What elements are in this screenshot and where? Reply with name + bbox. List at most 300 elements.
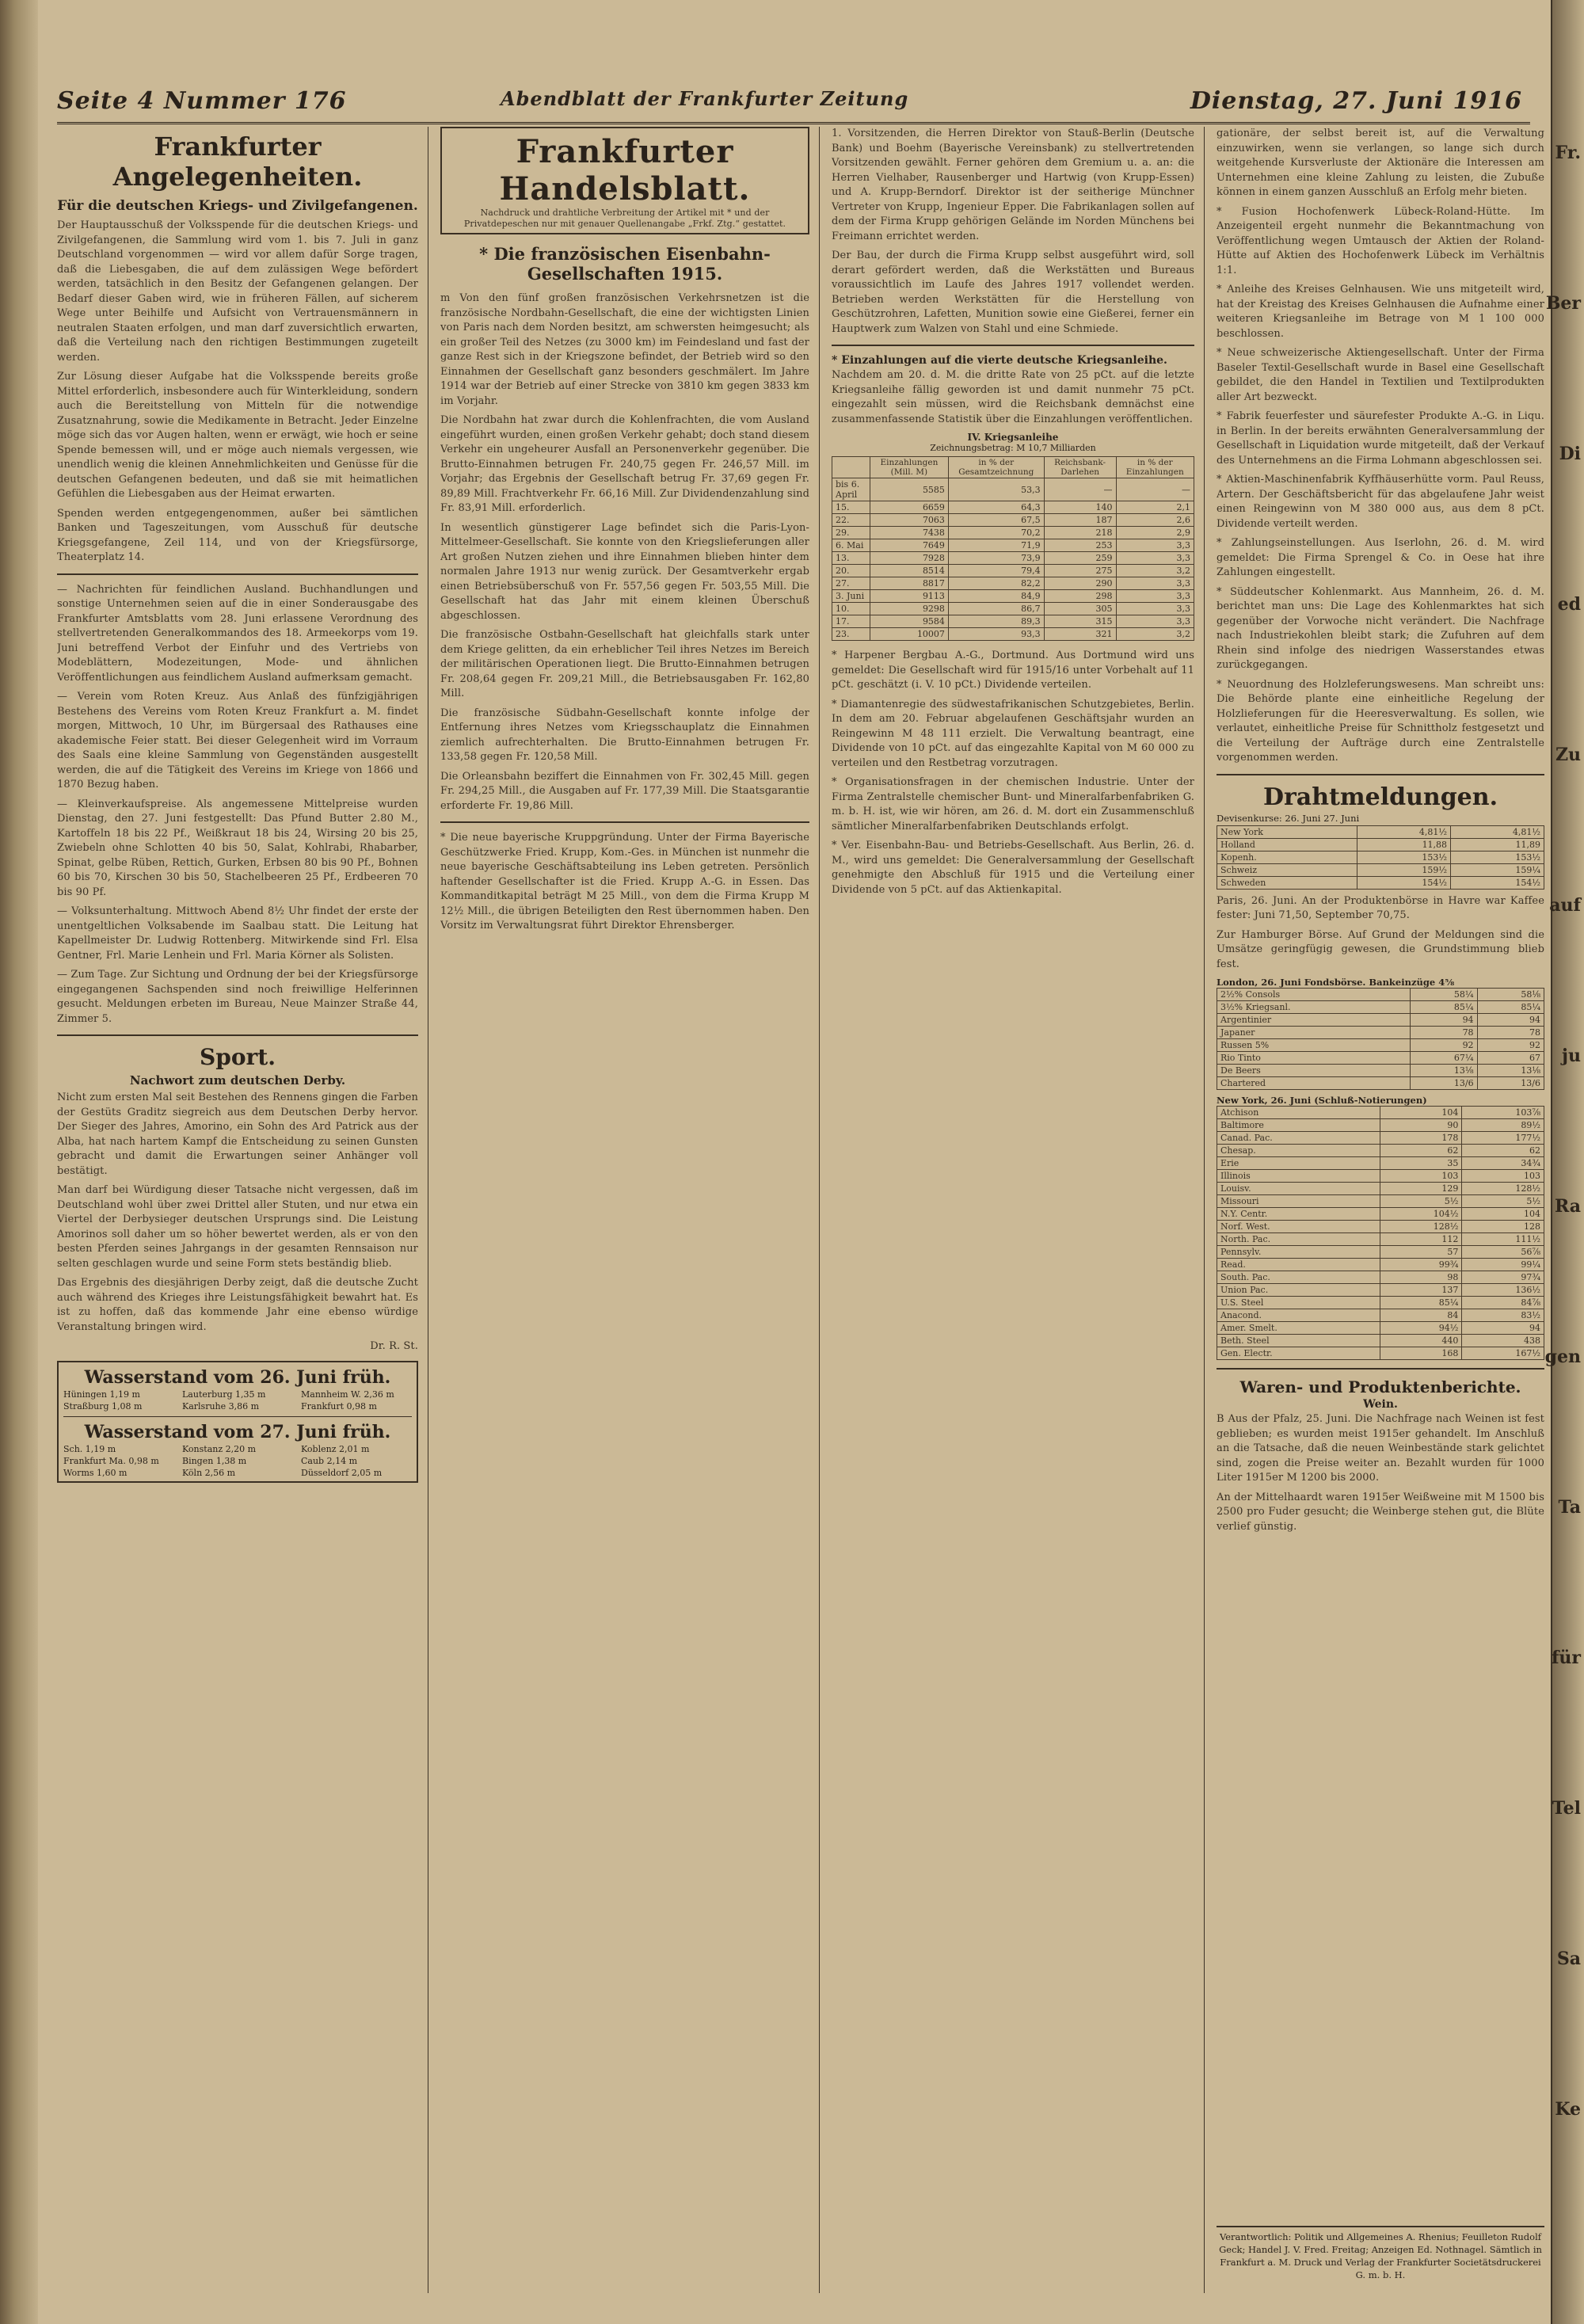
- table-cell: Louisv.: [1217, 1183, 1380, 1195]
- trade-header-box: [440, 127, 809, 234]
- newyork-row: [1217, 1157, 1544, 1170]
- table-cell: 84: [1380, 1309, 1462, 1322]
- table-cell: 58⅛: [1477, 989, 1544, 1001]
- masthead-title: Abendblatt der Frankfurter Zeitung: [501, 87, 909, 110]
- news-item: * Harpener Bergbau A.-G., Dortmund. Aus Dortmund wird uns gemeldet: Die Gesellschaft wird für 1915/16 unter Vorbehalt auf 11 pCt. geschätzt (i. V. 10 pCt.) Dividende verteilen.: [832, 650, 1194, 691]
- table-cell: Kopenh.: [1217, 851, 1357, 863]
- table-cell: Argentinier: [1217, 1014, 1411, 1027]
- table-cell: 13/6: [1477, 1077, 1544, 1090]
- article-paragraph: Der Hauptausschuß der Volksspende für die deutschen Kriegs- und Zivilgefangenen, die Sammlung wird vom 1. bis 7. Juli in ganz Deutschland vorgenommen — wird vor allem dafür Sorge tragen, daß die Liebesgaben, die auf dem zulässigen Wege befördert werden, tatsächlich in den Besitz der Gefangenen gelangen. Der Bedarf dieser Gaben wird, wie in früheren Fällen, auf sicherem Wege unter Beihilfe und Aufsicht von Vertrauensmännern in neutralen Staaten erfolgen, und man darf zuversichtlich erwarten, daß die Verteilung nach den richtigen Bestimmungen zugeteilt werden.: [57, 219, 418, 364]
- table-cell: 3,3: [1116, 590, 1194, 603]
- table-cell: 253: [1044, 539, 1116, 552]
- table-cell: 94: [1462, 1322, 1544, 1335]
- table-cell: 92: [1477, 1039, 1544, 1052]
- newyork-row: [1217, 1322, 1544, 1335]
- table-cell: 97¾: [1462, 1271, 1544, 1284]
- table-cell: 78: [1477, 1027, 1544, 1039]
- next-page-fragment: Fr.: [1555, 143, 1581, 163]
- section-heading: Frankfurter Angelegenheiten.: [112, 131, 363, 192]
- newyork-row: [1217, 1170, 1544, 1183]
- table-cell: North. Pac.: [1217, 1233, 1380, 1246]
- loan-table-row: [832, 478, 1194, 501]
- next-page-fragment: Ber: [1545, 293, 1581, 314]
- table-cell: 7928: [870, 552, 948, 565]
- next-page-fragment: Di: [1559, 444, 1581, 464]
- article-paragraph: 1. Vorsitzenden, die Herren Direktor von Stauß-Berlin (Deutsche Bank) und Boehm (Bayerische Vereinsbank) zu stellvertretenden Vorsitzenden gewählt. Ferner gehören dem Gremium u. a. an: die Herren Vielhaber, Rausenberger und Hartwig (von Krupp-Essen) und A. Krupp-Berndorf. Direktor ist der seitherige Münchner Vertreter von Krupp, Ingenieur Epper. Die Fabrikanlagen sollen auf dem der Firma Krupp gehörigen Gelände im Norden Münchens bei Freimann errichtet werden.: [832, 128, 1194, 242]
- table-cell: 290: [1044, 577, 1116, 590]
- table-cell: 99¼: [1462, 1259, 1544, 1271]
- loan-table-row: [832, 501, 1194, 514]
- table-cell: 67: [1477, 1052, 1544, 1065]
- newyork-table: [1217, 1106, 1544, 1360]
- next-page-fragment: Zu: [1555, 745, 1581, 765]
- table-cell: 438: [1462, 1335, 1544, 1347]
- newyork-row: [1217, 1145, 1544, 1157]
- next-page-fragment: Tel: [1552, 1798, 1581, 1819]
- table-cell: 104: [1462, 1208, 1544, 1221]
- newyork-row: [1217, 1233, 1544, 1246]
- news-item: — Verein vom Roten Kreuz. Aus Anlaß des fünfzigjährigen Bestehens des Vereins vom Roten Kreuz Frankfurt a. M. findet morgen, Mittwoch, 10 Uhr, im Bürgersaal des Rathauses eine akademische Feier statt. Bei dieser Gelegenheit wird im Vorraum des Saals eine kleine Sammlung von Gegenständen ausgestellt werden, die auf die Tätigkeit des Vereins im Kriege von 1866 und 1870 Bezug haben.: [57, 691, 418, 791]
- water-level-entry: Lauterburg 1,35 m: [182, 1389, 266, 1400]
- table-cell: 159½: [1357, 863, 1451, 876]
- article-paragraph: m Von den fünf großen französischen Verkehrsnetzen ist die französische Nordbahn-Gesellschaft, die eine der wichtigsten Linien von Paris nach dem Norden besitzt, am schwersten heimgesucht; als ein großer Teil des Netzes (zu 3000 km) im Feindesland und fast der ganze Rest sich in der Kriegszone befindet, der Betrieb wird so den Einnahmen der Gesellschaft ganz besonders geschmälert. Im Jahre 1914 war der Betrieb auf einer Strecke von 3810 km gegen 3833 km im Vorjahr.: [440, 292, 809, 407]
- table-cell: 159¼: [1451, 863, 1544, 876]
- next-page-fragment: ed: [1557, 594, 1581, 615]
- loan-table-row: [832, 514, 1194, 527]
- next-page-fragment: Ta: [1558, 1497, 1581, 1518]
- table-cell: 7438: [870, 527, 948, 539]
- table-cell: 6. Mai: [832, 539, 870, 552]
- london-row: [1217, 1077, 1544, 1090]
- imprint-text: Verantwortlich: Politik und Allgemeines A. Rhenius; Feuilleton Rudolf Geck; Handel J. V. Fred. Freitag; Anzeigen Ed. Nothnagel. Sämtlich in Frankfurt a. M. Druck und Verlag der Frankfurter Societätsdruckerei G. m. b. H.: [1219, 2231, 1542, 2280]
- table-cell: 70,2: [948, 527, 1044, 539]
- table-cell: 8817: [870, 577, 948, 590]
- table-cell: 4,81½: [1451, 825, 1544, 838]
- table-cell: 9298: [870, 603, 948, 615]
- news-item: Paris, 26. Juni. An der Produktenbörse in Havre war Kaffee fester: Juni 71,50, September 70,75.: [1217, 894, 1544, 921]
- table-cell: 154½: [1357, 876, 1451, 889]
- news-item: * Fusion Hochofenwerk Lübeck-Roland-Hütte. Im Anzeigenteil ergeht nunmehr die Bekanntmachung von Veröffentlichung wegen Umtausch der Aktien der Roland-Hütte auf Aktien des Hochofenwerk Lübeck im Verhältnis 1:1.: [1217, 205, 1544, 276]
- newyork-title: New York, 26. Juni (Schluß-Notierungen): [1217, 1095, 1427, 1106]
- table-cell: 20.: [832, 565, 870, 577]
- loan-table-row: [832, 615, 1194, 628]
- table-cell: Pennsylv.: [1217, 1246, 1380, 1259]
- water-level-entry: Hüningen 1,19 m: [63, 1389, 140, 1400]
- news-item: An der Mittelhaardt waren 1915er Weißweine mit M 1500 bis 2500 pro Fuder gesucht; die Weinberge stehen gut, die Blüte verlief günstig.: [1217, 1491, 1544, 1533]
- table-title: IV. Kriegsanleihe: [967, 432, 1059, 443]
- column-local-news: [57, 127, 418, 2297]
- article-paragraph: Zur Lösung dieser Aufgabe hat die Volksspende bereits große Mittel erforderlich, insbesondere auch für Winterkleidung, sondern auch die Bereitstellung von Mitteln für die notwendige Zusatznahrung, sowie die Medikamente in Betracht. Jeder Einzelne möge sich das vor Augen halten, wenn er erwägt, wie hoch er seine Spende bemessen will, und er möge auch niemals vergessen, wie unendlich wenig die kleinen Annehmlichkeiten und Genüsse für die deutschen Gefangenen bedeuten, und daß sie mit heimatlichen Gefühlen die Liebesgaben aus der Heimat erwarten.: [57, 371, 418, 500]
- water-level-list: [63, 1389, 412, 1412]
- article-paragraph: Die Orleansbahn beziffert die Einnahmen von Fr. 302,45 Mill. gegen Fr. 294,25 Mill., die Ausgaben auf Fr. 177,39 Mill. Die Staatsgarantie erforderte Fr. 19,86 Mill.: [440, 770, 809, 812]
- sport-signature: Dr. R. St.: [370, 1340, 418, 1352]
- water-level-entry: Sch. 1,19 m: [63, 1443, 116, 1454]
- news-item: * Zahlungseinstellungen. Aus Iserlohn, 26. d. M. wird gemeldet: Die Firma Sprengel & Co. in Oese hat ihre Zahlungen eingestellt.: [1217, 537, 1544, 578]
- column-rule: [819, 127, 820, 2293]
- news-item: * Die neue bayerische Kruppgründung. Unter der Firma Bayerische Geschützwerke Fried. Krupp, Kom.-Ges. in München ist nunmehr die neue bayerische Geschäftsabteilung ins Leben getreten. Persönlich haftender Gesellschafter ist die Fried. Krupp A.-G. in Essen. Das Kommanditkapital beträgt M 25 Mill., von dem die Firma Krupp M 12½ Mill., die übrigen Beteiligten den Rest übernommen haben. Den Vorsitz im Verwaltungsrat führt Direktor Ehrensberger.: [440, 832, 809, 932]
- table-cell: —: [1044, 478, 1116, 501]
- table-cell: 3,2: [1116, 628, 1194, 641]
- article-heading: * Einzahlungen auf die vierte deutsche Kriegsanleihe.: [832, 354, 1167, 367]
- next-page-fragment: ju: [1562, 1046, 1581, 1066]
- table-cell: 29.: [832, 527, 870, 539]
- news-item: — Zum Tage. Zur Sichtung und Ordnung der bei der Kriegsfürsorge eingegangenen Sachspenden sind noch freiwillige Helferinnen gesucht. Meldungen erbeten im Bureau, Neue Mainzer Straße 44, Zimmer 5.: [57, 969, 418, 1025]
- table-cell: Holland: [1217, 838, 1357, 851]
- table-cell: 3,3: [1116, 615, 1194, 628]
- water-level-entry: Bingen 1,38 m: [182, 1455, 247, 1466]
- table-header-cell: Einzahlungen (Mill. M): [870, 457, 948, 478]
- newyork-row: [1217, 1107, 1544, 1119]
- newyork-row: [1217, 1195, 1544, 1208]
- table-cell: 3,3: [1116, 603, 1194, 615]
- table-cell: 11,88: [1357, 838, 1451, 851]
- divider: [63, 1416, 412, 1417]
- table-cell: 67,5: [948, 514, 1044, 527]
- table-cell: 137: [1380, 1284, 1462, 1297]
- london-row: [1217, 989, 1544, 1001]
- table-header-row: [832, 457, 1194, 478]
- next-page-fragment: auf: [1549, 895, 1581, 916]
- table-cell: 27.: [832, 577, 870, 590]
- table-cell: 321: [1044, 628, 1116, 641]
- table-cell: 140: [1044, 501, 1116, 514]
- divider: [57, 1034, 418, 1036]
- table-cell: 11,89: [1451, 838, 1544, 851]
- news-item: * Süddeutscher Kohlenmarkt. Aus Mannheim, 26. d. M. berichtet man uns: Die Lage des Kohlenmarktes hat sich gegenüber der Vorwoche nicht verändert. Die Nachfrage nach Industriekohlen bleibt stark; die Zufuhren auf dem Rhein sind infolge des niedrigen Wasserstandes etwas zurückgegangen.: [1217, 585, 1544, 671]
- table-cell: 62: [1462, 1145, 1544, 1157]
- divider: [1217, 774, 1544, 775]
- table-cell: bis 6. April: [832, 478, 870, 501]
- newyork-row: [1217, 1221, 1544, 1233]
- london-row: [1217, 1039, 1544, 1052]
- table-cell: 6659: [870, 501, 948, 514]
- table-cell: 4,81½: [1357, 825, 1451, 838]
- table-cell: 2,6: [1116, 514, 1194, 527]
- table-cell: N.Y. Centr.: [1217, 1208, 1380, 1221]
- news-item: — Volksunterhaltung. Mittwoch Abend 8½ Uhr findet der erste der unentgeltlichen Volksabende im Saalbau statt. Die Leitung hat Kapellmeister Dr. Ludwig Rottenberg. Mitwirkende sind Frl. Elsa Gentner, Frl. Marie Lenhein und Frl. Maria Körner als Solisten.: [57, 905, 418, 962]
- table-cell: 103: [1380, 1170, 1462, 1183]
- table-cell: 89,3: [948, 615, 1044, 628]
- column-rule: [1204, 127, 1205, 2293]
- article-paragraph: Die Nordbahn hat zwar durch die Kohlenfrachten, die vom Ausland eingeführt wurden, einen großen Verkehr gehabt; doch stand diesem Verkehr ein ungeheurer Ausfall an Personenverkehr gegenüber. Die Brutto-Einnahmen betrugen Fr. 240,75 gegen Fr. 246,57 Mill. im Vorjahr; das Ergebnis der Gesellschaft betrug Fr. 37,69 gegen Fr. 89,89 Mill. Frachtverkehr Fr. 66,16 Mill. Zur Dividendenzahlung sind Fr. 83,91 Mill. erforderlich.: [440, 414, 809, 514]
- news-item: * Organisationsfragen in der chemischen Industrie. Unter der Firma Zentralstelle chemischer Bunt- und Mineralfarbenfabriken G. m. b. H. ist, wie wir hören, am 26. d. M. dort ein Zusammenschluß sämtlicher Mineralfarbenfabriken Deutschlands erfolgt.: [832, 776, 1194, 832]
- newyork-row: [1217, 1284, 1544, 1297]
- column-wire-reports: [1217, 127, 1544, 2297]
- table-header-cell: [832, 457, 870, 478]
- water-level-title: Wasserstand vom 26. Juni früh.: [84, 1366, 391, 1388]
- table-cell: 3,3: [1116, 539, 1194, 552]
- newyork-row: [1217, 1259, 1544, 1271]
- table-cell: 10.: [832, 603, 870, 615]
- table-cell: 5½: [1380, 1195, 1462, 1208]
- news-item: * Anleihe des Kreises Gelnhausen. Wie uns mitgeteilt wird, hat der Kreistag des Kreises Gelnhausen die Aufnahme einer weiteren Kriegsanleihe im Betrage von M 1 100 000 beschlossen.: [1217, 284, 1544, 340]
- table-cell: 305: [1044, 603, 1116, 615]
- table-cell: 94: [1477, 1014, 1544, 1027]
- table-cell: Russen 5%: [1217, 1039, 1411, 1052]
- water-level-entry: Karlsruhe 3,86 m: [182, 1400, 260, 1412]
- news-item: B Aus der Pfalz, 25. Juni. Die Nachfrage nach Weinen ist fest geblieben; es wurden meist 1915er gehandelt. Im Anschluß an die Tatsache, daß die neuen Weinbestände stark gelichtet sind, zogen die Preise weiter an. Bezahlt wurden für 1000 Liter 1915er M 1200 bis 2000.: [1217, 1413, 1544, 1484]
- currency-row: [1217, 876, 1544, 889]
- table-cell: 85¼: [1380, 1297, 1462, 1309]
- table-cell: Anacond.: [1217, 1309, 1380, 1322]
- table-cell: 67¼: [1411, 1052, 1477, 1065]
- currency-row: [1217, 825, 1544, 838]
- table-cell: 58¼: [1411, 989, 1477, 1001]
- newyork-row: [1217, 1132, 1544, 1145]
- table-cell: 34¾: [1462, 1157, 1544, 1170]
- table-cell: 2½% Consols: [1217, 989, 1411, 1001]
- currency-row: [1217, 863, 1544, 876]
- table-cell: 13/6: [1411, 1077, 1477, 1090]
- table-cell: 2,9: [1116, 527, 1194, 539]
- table-cell: 218: [1044, 527, 1116, 539]
- newyork-row: [1217, 1335, 1544, 1347]
- table-cell: Missouri: [1217, 1195, 1380, 1208]
- table-cell: South. Pac.: [1217, 1271, 1380, 1284]
- table-cell: 177½: [1462, 1132, 1544, 1145]
- table-cell: Read.: [1217, 1259, 1380, 1271]
- currency-row: [1217, 851, 1544, 863]
- loan-table-row: [832, 577, 1194, 590]
- table-cell: 7063: [870, 514, 948, 527]
- table-cell: 153½: [1357, 851, 1451, 863]
- table-cell: Chesap.: [1217, 1145, 1380, 1157]
- table-cell: 3,3: [1116, 552, 1194, 565]
- table-cell: 85¼: [1477, 1001, 1544, 1014]
- table-cell: 73,9: [948, 552, 1044, 565]
- table-cell: 154½: [1451, 876, 1544, 889]
- table-cell: 9113: [870, 590, 948, 603]
- newyork-row: [1217, 1183, 1544, 1195]
- table-cell: 99¾: [1380, 1259, 1462, 1271]
- table-header-cell: in % der Einzahlungen: [1116, 457, 1194, 478]
- article-heading: Für die deutschen Kriegs- und Zivilgefangenen.: [57, 198, 418, 214]
- table-cell: 86,7: [948, 603, 1044, 615]
- wire-heading: Drahtmeldungen.: [1262, 783, 1498, 811]
- newyork-row: [1217, 1271, 1544, 1284]
- divider: [1217, 1368, 1544, 1370]
- water-level-entry: Straßburg 1,08 m: [63, 1400, 143, 1412]
- table-cell: Erie: [1217, 1157, 1380, 1170]
- trade-section-heading: Frankfurter Handelsblatt.: [499, 133, 751, 208]
- table-cell: 13.: [832, 552, 870, 565]
- table-cell: 10007: [870, 628, 948, 641]
- article-paragraph: Die französische Ostbahn-Gesellschaft hat gleichfalls stark unter dem Kriege gelitten, da ein erheblicher Teil ihres Netzes im Bereich der militärischen Operationen liegt. Die Brutto-Einnahmen betrugen Fr. 208,64 gegen Fr. 209,21 Mill., die Betriebsausgaben Fr. 162,80 Mill.: [440, 629, 809, 699]
- table-cell: 129: [1380, 1183, 1462, 1195]
- table-cell: 128½: [1462, 1183, 1544, 1195]
- table-cell: 57: [1380, 1246, 1462, 1259]
- loan-table: [832, 456, 1194, 641]
- article-paragraph: Der Bau, der durch die Firma Krupp selbst ausgeführt wird, soll derart gefördert werden, daß die Werkstätten und Bureaus voraussichtlich im Laufe des Jahres 1917 vollendet werden. Betrieben werden Werkstätten für die Herstellung von Geschützrohren, Lafetten, Munition sowie eine Gießerei, ferner ein Hauptwerk zum Walzen von Stahl und eine Schmiede.: [832, 250, 1194, 335]
- loan-table-row: [832, 590, 1194, 603]
- table-cell: Chartered: [1217, 1077, 1411, 1090]
- divider: [832, 345, 1194, 346]
- table-cell: 23.: [832, 628, 870, 641]
- news-item: — Nachrichten für feindlichen Ausland. Buchhandlungen und sonstige Unternehmen seien auf die in einer Sonderausgabe des Frankfurter Amtsblatts vom 28. Juni erlassene Verordnung des stellvertretenden Generalkommandos des 18. Armeekorps vom 19. Juni betreffend Verbot der Einfuhr und des Vertriebs von Modeblättern, Modezeitungen, Mode- und ähnlichen Veröffentlichungen aus feindlichem Ausland aufmerksam gemacht.: [57, 583, 418, 684]
- column-trade-news: [440, 127, 809, 2297]
- water-level-entry: Düsseldorf 2,05 m: [301, 1467, 383, 1478]
- table-cell: 5½: [1462, 1195, 1544, 1208]
- table-cell: U.S. Steel: [1217, 1297, 1380, 1309]
- water-level-entry: Köln 2,56 m: [182, 1467, 236, 1478]
- table-cell: 103⅞: [1462, 1107, 1544, 1119]
- divider: [57, 573, 418, 575]
- news-item: * Diamantenregie des südwestafrikanischen Schutzgebietes, Berlin. In dem am 20. Februar abgelaufenen Geschäftsjahr wurden an Reingewinn M 48 111 erzielt. Die Verwaltung beantragt, eine Dividende von 10 pCt. auf das eingezahlte Kapital von M 60 000 zu verteilen und den Restbetrag vorzutragen.: [832, 698, 1194, 769]
- table-cell: 2,1: [1116, 501, 1194, 514]
- table-cell: 53,3: [948, 478, 1044, 501]
- table-cell: 103: [1462, 1170, 1544, 1183]
- table-cell: 9584: [870, 615, 948, 628]
- table-cell: 178: [1380, 1132, 1462, 1145]
- water-level-entry: Caub 2,14 m: [301, 1455, 358, 1466]
- table-cell: 3,3: [1116, 577, 1194, 590]
- news-item: gationäre, der selbst bereit ist, auf die Verwaltung einzuwirken, wenn sie verlangen, so lange sich durch weitgehende Kursverluste der Aktionäre die Interessen am Unternehmen eine kleine Zahlung zu leisten, die Zubuße können in einem ganzen Ausschluß an Erfolg mehr bieten.: [1217, 128, 1544, 198]
- table-cell: 136½: [1462, 1284, 1544, 1297]
- imprint-box: [1217, 2226, 1544, 2281]
- table-cell: Illinois: [1217, 1170, 1380, 1183]
- sport-subheading: Nachwort zum deutschen Derby.: [129, 1073, 346, 1088]
- table-cell: 85¼: [1411, 1001, 1477, 1014]
- next-page-fragment: Ra: [1554, 1196, 1581, 1217]
- table-cell: 94½: [1380, 1322, 1462, 1335]
- currency-subtitle: Devisenkurse: 26. Juni 27. Juni: [1217, 812, 1360, 824]
- table-cell: 259: [1044, 552, 1116, 565]
- newyork-row: [1217, 1119, 1544, 1132]
- table-cell: 82,2: [948, 577, 1044, 590]
- article-paragraph: Spenden werden entgegengenommen, außer bei sämtlichen Banken und Tageszeitungen, vom Ausschuß für deutsche Kriegsgefangene, Zeil 114, und von der Kriegsfürsorge, Theaterplatz 14.: [57, 507, 418, 563]
- table-cell: 3. Juni: [832, 590, 870, 603]
- newyork-row: [1217, 1208, 1544, 1221]
- column-trade-continued: [832, 127, 1194, 2297]
- table-cell: Rio Tinto: [1217, 1052, 1411, 1065]
- table-cell: 7649: [870, 539, 948, 552]
- table-cell: 128½: [1380, 1221, 1462, 1233]
- table-cell: 104: [1380, 1107, 1462, 1119]
- news-item: * Aktien-Maschinenfabrik Kyffhäuserhütte vorm. Paul Reuss, Artern. Der Geschäftsbericht für das abgelaufene Jahr weist einen Reingewinn von M 380 000 aus, aus dem 8 pCt. Dividende verteilt werden.: [1217, 474, 1544, 530]
- table-cell: 298: [1044, 590, 1116, 603]
- table-header-cell: in % der Gesamtzeichnung: [948, 457, 1044, 478]
- table-cell: Japaner: [1217, 1027, 1411, 1039]
- currency-table: [1217, 825, 1544, 890]
- table-cell: 153½: [1451, 851, 1544, 863]
- table-cell: 440: [1380, 1335, 1462, 1347]
- table-cell: —: [1116, 478, 1194, 501]
- reprint-note: Nachdruck und drahtliche Verbreitung der Artikel mit * und der Privatdepeschen nur mit genauer Quellenangabe „Frkf. Ztg.“ gestattet.: [463, 208, 786, 229]
- loan-table-row: [832, 539, 1194, 552]
- masthead-page-number: Seite 4 Nummer 176: [57, 87, 347, 115]
- sport-paragraph: Das Ergebnis des diesjährigen Derby zeigt, daß die deutsche Zucht auch während des Krieges ihre Leistungsfähigkeit bewahrt hat. Es ist zu hoffen, daß das kommende Jahr eine ebenso würdige Veranstaltung bringen wird.: [57, 1277, 418, 1333]
- table-cell: New York: [1217, 825, 1357, 838]
- table-cell: 112: [1380, 1233, 1462, 1246]
- table-cell: Union Pac.: [1217, 1284, 1380, 1297]
- table-cell: 93,3: [948, 628, 1044, 641]
- loan-table-row: [832, 565, 1194, 577]
- water-level-entry: Worms 1,60 m: [63, 1467, 128, 1478]
- table-cell: 8514: [870, 565, 948, 577]
- next-page-fragment: gen: [1544, 1347, 1581, 1367]
- table-cell: Schweden: [1217, 876, 1357, 889]
- water-level-entry: Frankfurt Ma. 0,98 m: [63, 1455, 159, 1466]
- table-cell: 79,4: [948, 565, 1044, 577]
- london-table: [1217, 988, 1544, 1090]
- table-cell: 35: [1380, 1157, 1462, 1170]
- table-cell: 92: [1411, 1039, 1477, 1052]
- london-row: [1217, 1014, 1544, 1027]
- article-paragraph: In wesentlich günstigerer Lage befindet sich die Paris-Lyon-Mittelmeer-Gesellschaft. Sie konnte von den Kriegslieferungen aller Art großen Nutzen ziehen und ihre Einnahmen blieben hinter dem normalen Jahre 1913 nur wenig zurück. Der Gesamtverkehr ergab einen Betriebsüberschuß von Fr. 557,56 gegen Fr. 503,55 Mill. Die Gesellschaft hat das Jahr mit einem kleinen Überschuß abgeschlossen.: [440, 521, 809, 622]
- next-page-edge: [1544, 0, 1584, 2324]
- table-cell: 3,2: [1116, 565, 1194, 577]
- table-cell: 104½: [1380, 1208, 1462, 1221]
- page-binding: [0, 0, 38, 2324]
- table-cell: 62: [1380, 1145, 1462, 1157]
- water-level-box: [57, 1361, 418, 1483]
- table-cell: 94: [1411, 1014, 1477, 1027]
- news-item: Zur Hamburger Börse. Auf Grund der Meldungen sind die Umsätze geringfügig gewesen, die Grundstimmung blieb fest.: [1217, 928, 1544, 970]
- news-item: * Neue schweizerische Aktiengesellschaft. Unter der Firma Baseler Textil-Gesellschaft wurde in Basel eine Gesellschaft gebildet, die den Handel in Textilien und Textilprodukten aller Art bezweckt.: [1217, 347, 1544, 403]
- next-page-fragment: Sa: [1556, 1949, 1581, 1969]
- table-cell: 15.: [832, 501, 870, 514]
- divider: [440, 821, 809, 823]
- table-cell: 17.: [832, 615, 870, 628]
- water-level-entry: Frankfurt 0,98 m: [301, 1400, 377, 1412]
- table-cell: Amer. Smelt.: [1217, 1322, 1380, 1335]
- london-row: [1217, 1052, 1544, 1065]
- sport-heading: Sport.: [200, 1044, 276, 1070]
- table-cell: 89½: [1462, 1119, 1544, 1132]
- table-cell: 187: [1044, 514, 1116, 527]
- table-cell: Beth. Steel: [1217, 1335, 1380, 1347]
- table-cell: 111½: [1462, 1233, 1544, 1246]
- masthead-date: Dienstag, 27. Juni 1916: [1190, 87, 1522, 115]
- newyork-row: [1217, 1297, 1544, 1309]
- article-heading: * Die französischen Eisenbahn-Gesellschaften 1915.: [479, 244, 771, 284]
- table-cell: 315: [1044, 615, 1116, 628]
- article-paragraph: Die französische Südbahn-Gesellschaft konnte infolge der Entfernung ihres Netzes vom Kriegsschauplatz die Einnahmen ziemlich aufrechterhalten. Die Brutto-Einnahmen betrugen Fr. 133,58 gegen Fr. 120,58 Mill.: [440, 707, 809, 763]
- next-page-fragment: Ke: [1555, 2099, 1581, 2120]
- table-cell: Canad. Pac.: [1217, 1132, 1380, 1145]
- water-level-list: [63, 1444, 412, 1478]
- london-title: London, 26. Juni Fondsbörse. Bankeinzüge 4⅝: [1217, 977, 1455, 988]
- goods-heading: Waren- und Produktenberichte.: [1239, 1377, 1521, 1396]
- table-header-cell: Reichsbank-Darlehen: [1044, 457, 1116, 478]
- table-subtitle: Zeichnungsbetrag: M 10,7 Milliarden: [930, 443, 1096, 453]
- table-cell: 56⅞: [1462, 1246, 1544, 1259]
- table-cell: 84,9: [948, 590, 1044, 603]
- table-cell: 90: [1380, 1119, 1462, 1132]
- london-row: [1217, 1027, 1544, 1039]
- table-cell: 3½% Kriegsanl.: [1217, 1001, 1411, 1014]
- table-cell: Atchison: [1217, 1107, 1380, 1119]
- water-level-title: Wasserstand vom 27. Juni früh.: [84, 1421, 391, 1442]
- news-item: * Ver. Eisenbahn-Bau- und Betriebs-Gesellschaft. Aus Berlin, 26. d. M., wird uns gemeldet: Die Generalversammlung der Gesellschaft genehmigte den Abschluß für 1915 und die Verteilung einer Dividende von 5 pCt. auf das Aktienkapital.: [832, 840, 1194, 896]
- water-level-entry: Konstanz 2,20 m: [182, 1443, 257, 1454]
- table-cell: 13⅛: [1477, 1065, 1544, 1077]
- table-cell: 275: [1044, 565, 1116, 577]
- currency-row: [1217, 838, 1544, 851]
- table-cell: 167½: [1462, 1347, 1544, 1360]
- table-cell: 5585: [870, 478, 948, 501]
- table-cell: 83½: [1462, 1309, 1544, 1322]
- water-level-entry: Mannheim W. 2,36 m: [301, 1389, 394, 1400]
- table-cell: 84⅞: [1462, 1297, 1544, 1309]
- loan-table-row: [832, 628, 1194, 641]
- news-item: * Neuordnung des Holzleferungswesens. Man schreibt uns: Die Behörde plante eine einheitliche Regelung der Holzlieferungen für die Heeresverwaltung. Es sollen, wie verlautet, einheitliche Preise für Schnittholz festgesetzt und die Verteilung der Aufträge durch eine Zentralstelle vorgenommen werden.: [1217, 678, 1544, 764]
- table-cell: De Beers: [1217, 1065, 1411, 1077]
- news-item: * Fabrik feuerfester und säurefester Produkte A.-G. in Liqu. in Berlin. In der bereits erwähnten Generalversammlung der Gesellschaft in Liquidation wurde mitgeteilt, daß der Verkauf des Unternehmens an die Firma Lohmann abgeschlossen sei.: [1217, 410, 1544, 467]
- table-cell: Schweiz: [1217, 863, 1357, 876]
- water-level-entry: Koblenz 2,01 m: [301, 1443, 370, 1454]
- goods-subheading: Wein.: [1363, 1398, 1398, 1411]
